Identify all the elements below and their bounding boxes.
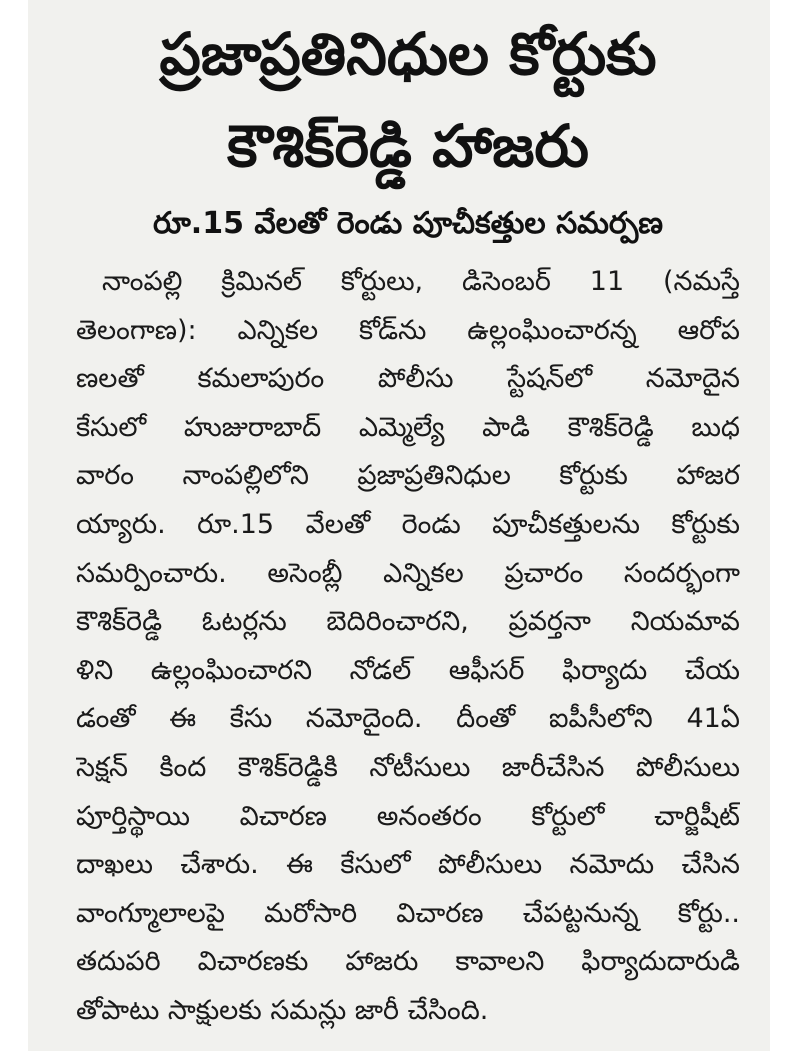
body-line: పూర్తిస్థాయి విచారణ అనంతరం కోర్టులో చార్జిషీట్ [76, 800, 740, 832]
body-line: య్యారు. రూ.15 వేలతో రెండు పూచీకత్తులను కోర్టుకు [76, 508, 740, 540]
body-line: సమర్పించారు. అసెంబ్లీ ఎన్నికల ప్రచారం సందర్భంగా [76, 557, 740, 589]
body-line: ణలతో కమలాపురం పోలీసు స్టేషన్‌లో నమోదైన [76, 363, 740, 395]
body-line: తోపాటు సాక్షులకు సమన్లు జారీ చేసింది. [76, 994, 489, 1026]
body-line: ళిని ఉల్లంఘించారని నోడల్ ఆఫీసర్ ఫిర్యాదు చేయ [76, 654, 740, 686]
body-line: తెలంగాణ): ఎన్నికల కోడ్‌ను ఉల్లంఘించారన్న ఆరోప [76, 314, 740, 346]
headline-line-1: ప్రజాప్రతినిధుల కోర్టుకు [159, 20, 657, 88]
body-line: తదుపరి విచారణకు హాజరు కావాలని ఫిర్యాదుదారుడి [76, 946, 740, 978]
body-line: దాఖలు చేశారు. ఈ కేసులో పోలీసులు నమోదు చేసిన [76, 849, 740, 881]
body-line: డంతో ఈ కేసు నమోదైంది. దీంతో ఐపీసీలోని 41ఏ [76, 703, 740, 735]
body-line: కేసులో హుజురాబాద్ ఎమ్మెల్యే పాడి కౌశిక్‌రెడ్డి బుధ [76, 411, 740, 443]
article-subheadline: రూ.15 వేలతో రెండు పూచీకత్తుల సమర్పణ [152, 206, 664, 241]
body-line: వారం నాంపల్లిలోని ప్రజాప్రతినిధుల కోర్టుకు హాజర [76, 460, 740, 492]
body-line: సెక్షన్ కింద కౌశిక్‌రెడ్డికి నోటీసులు జారీచేసిన పోలీసులు [76, 751, 740, 783]
body-line: వాంగ్మూలాలపై మరోసారి విచారణ చేపట్టనున్న కోర్టు.. [76, 897, 740, 929]
headline-line-2: కౌశిక్‌రెడ్డి హాజరు [227, 112, 589, 180]
body-line: కౌశిక్‌రెడ్డి ఓటర్లను బెదిరించారని, ప్రవర్తనా నియమావ [76, 606, 740, 638]
article-headline [76, 8, 740, 192]
article-body [76, 258, 740, 1036]
body-line: నాంపల్లి క్రిమినల్ కోర్టులు, డిసెంబర్ 11 (నమస్తే [102, 266, 740, 297]
newspaper-clipping [28, 0, 770, 1051]
